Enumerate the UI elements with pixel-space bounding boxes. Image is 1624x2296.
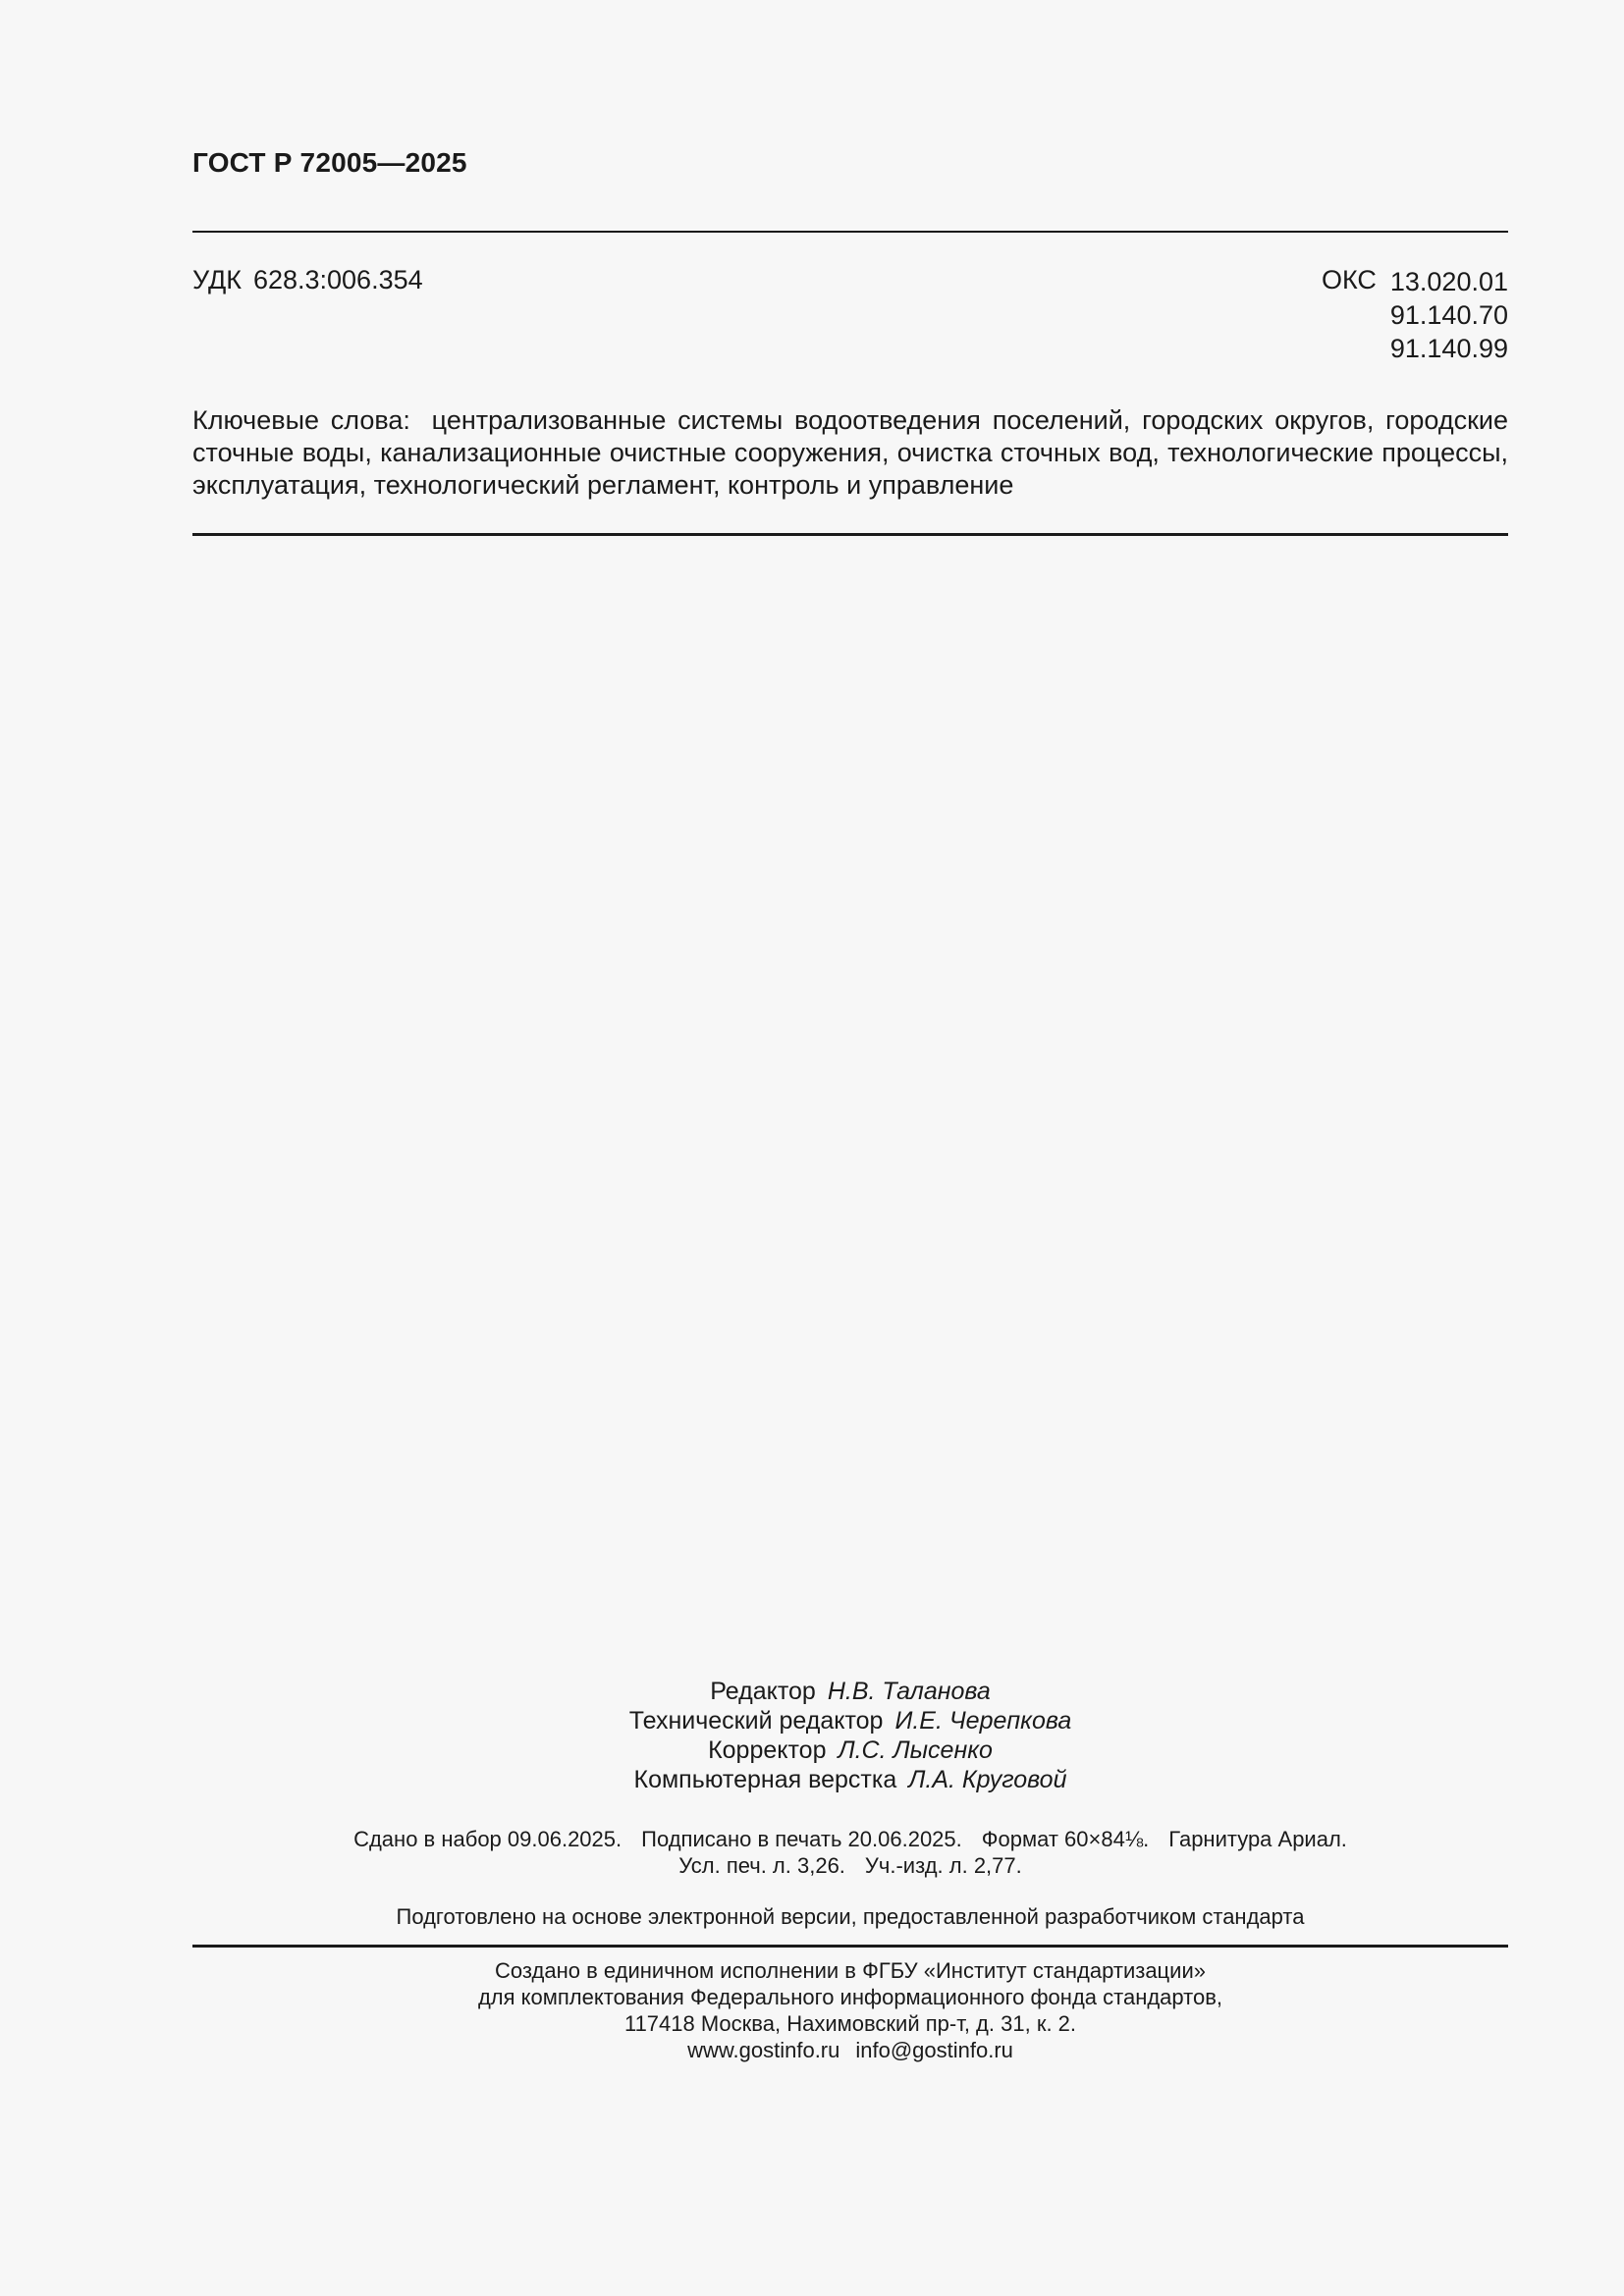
print-info-block (192, 1826, 1508, 1879)
credit-layout (192, 1765, 1508, 1794)
oks-block (1322, 265, 1508, 365)
document-code: ГОСТ Р 72005—2025 (192, 147, 467, 178)
divider-footer (192, 1945, 1508, 1948)
print-info-line (192, 1826, 1508, 1852)
footer-line: Создано в единичном исполнении в ФГБУ «Институт стандартизации» (495, 1958, 1206, 1983)
credit-person: Н.В. Таланова (827, 1678, 991, 1705)
udk-value: 628.3:006.354 (252, 265, 423, 294)
print-info-line (192, 1852, 1508, 1879)
credit-editor (192, 1677, 1508, 1706)
oks-code: 13.020.01 (1389, 267, 1508, 296)
print-info-item: Уч.-изд. л. 2,77. (864, 1853, 1022, 1878)
website-link[interactable]: www.gostinfo.ru (687, 2038, 840, 2062)
print-info-item: Сдано в набор 09.06.2025. (353, 1827, 623, 1851)
oks-codes (1390, 265, 1508, 365)
credit-role: Корректор (708, 1736, 827, 1764)
credit-person: И.Е. Черепкова (894, 1707, 1072, 1735)
divider-top (192, 231, 1508, 233)
publisher-footer (192, 1957, 1508, 2063)
keywords-text: централизованные системы водоотведения поселений, городских округов, городские сточные воды, канализационные очистные сооружения, очистка сточных вод, технологические процессы, эксплуатация, технологический регламент, контроль и управление (192, 405, 1508, 500)
print-info-item: Подписано в печать 20.06.2025. (641, 1827, 962, 1851)
divider-keywords (192, 533, 1508, 536)
credit-role: Компьютерная верстка (633, 1766, 897, 1793)
footer-line: для комплектования Федерального информационного фонда стандартов, (477, 1985, 1223, 2009)
oks-code: 91.140.99 (1389, 334, 1508, 363)
print-info-item: Гарнитура Ариал. (1168, 1827, 1347, 1851)
keywords-label: Ключевые слова: (192, 405, 410, 435)
credit-role: Редактор (710, 1678, 816, 1705)
prepared-note: Подготовлено на основе электронной версии, предоставленной разработчиком стандарта (396, 1904, 1305, 1929)
credits-block (192, 1677, 1508, 1794)
udk-label: УДК (192, 265, 242, 294)
oks-label: ОКС (1321, 265, 1377, 294)
keywords-block (192, 404, 1508, 502)
document-page (192, 0, 1508, 2296)
oks-code: 91.140.70 (1389, 300, 1508, 330)
credit-person: Л.А. Круговой (908, 1766, 1067, 1793)
footer-links (192, 2037, 1508, 2063)
credit-person: Л.С. Лысенко (838, 1736, 993, 1764)
email-link[interactable]: info@gostinfo.ru (855, 2038, 1013, 2062)
credit-proofreader (192, 1735, 1508, 1765)
credit-technical-editor (192, 1706, 1508, 1735)
footer-line: 117418 Москва, Нахимовский пр-т, д. 31, к. 2. (623, 2011, 1077, 2036)
print-info-item: Усл. печ. л. 3,26. (678, 1853, 845, 1878)
udk-block (192, 265, 423, 295)
print-info-item: Формат 60×84⅛. (981, 1827, 1150, 1851)
credit-role: Технический редактор (628, 1707, 884, 1735)
